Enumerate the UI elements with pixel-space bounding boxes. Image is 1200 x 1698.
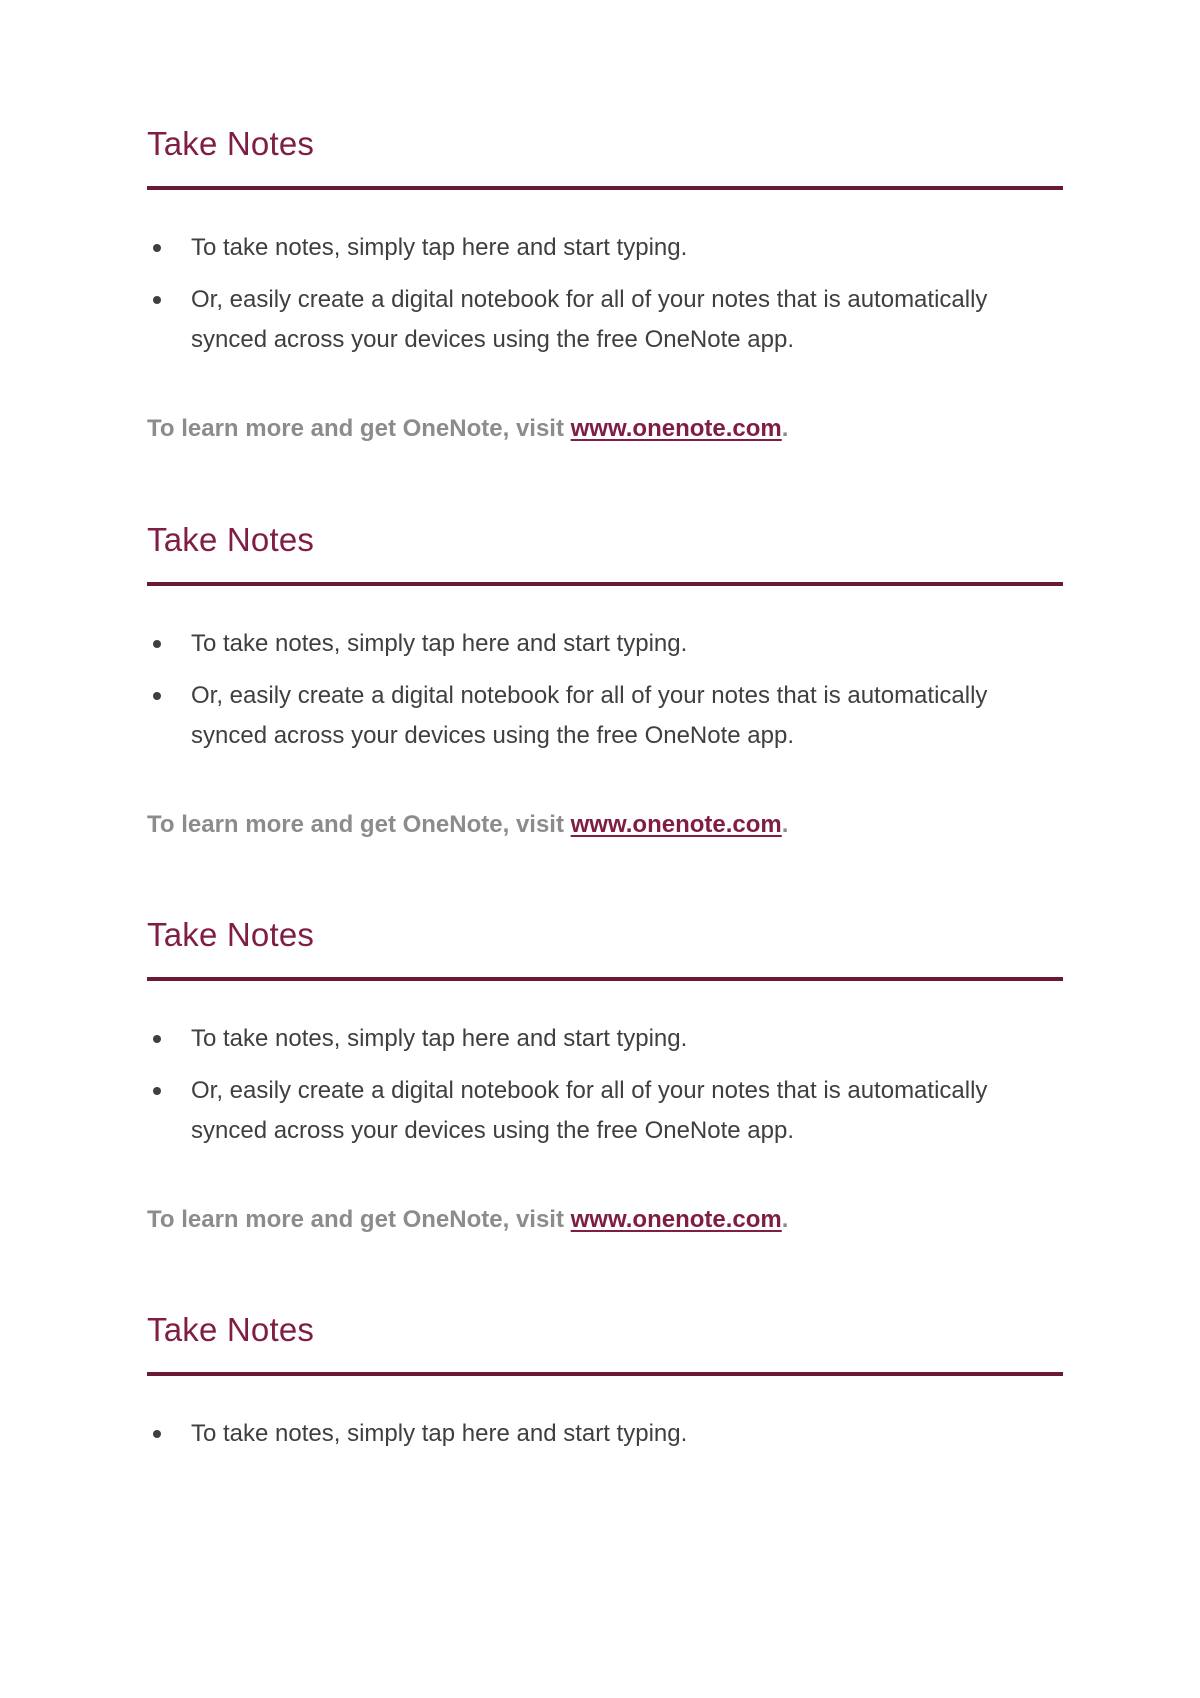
learn-more-text <box>147 1200 788 1240</box>
section-heading: Take Notes <box>147 1311 315 1348</box>
list-item-text: Or, easily create a digital notebook for all of your notes that is automatically synced across your devices using the free OneNote app. <box>191 1077 988 1144</box>
bullet-icon <box>153 692 161 700</box>
bullet-icon <box>153 1087 161 1095</box>
list-item-text: To take notes, simply tap here and start typing. <box>191 234 688 261</box>
list-item-text: Or, easily create a digital notebook for all of your notes that is automatically synced across your devices using the free OneNote app. <box>191 286 988 353</box>
list-item-text: To take notes, simply tap here and start typing. <box>191 1420 688 1447</box>
learn-more-prefix: To learn more and get OneNote, visit <box>147 811 571 838</box>
bullet-list <box>147 624 1063 768</box>
onenote-link[interactable]: www.onenote.com <box>570 415 782 442</box>
learn-more-suffix: . <box>781 415 789 442</box>
list-item-text: Or, easily create a digital notebook for all of your notes that is automatically synced across your devices using the free OneNote app. <box>191 682 988 749</box>
list-item[interactable] <box>147 1019 1063 1059</box>
list-item[interactable] <box>147 1414 1063 1454</box>
onenote-link[interactable]: www.onenote.com <box>570 1206 782 1233</box>
bullet-icon <box>153 640 161 648</box>
bullet-list <box>147 228 1063 372</box>
list-item-text: To take notes, simply tap here and start typing. <box>191 630 688 657</box>
learn-more-suffix: . <box>781 811 789 838</box>
bullet-icon <box>153 244 161 252</box>
learn-more-prefix: To learn more and get OneNote, visit <box>147 415 571 442</box>
heading-rule <box>147 977 1063 981</box>
onenote-link[interactable]: www.onenote.com <box>570 811 782 838</box>
learn-more-text <box>147 409 788 449</box>
list-item-text: To take notes, simply tap here and start typing. <box>191 1025 688 1052</box>
learn-more-text <box>147 805 788 845</box>
section-heading: Take Notes <box>147 125 315 162</box>
bullet-icon <box>153 1430 161 1438</box>
section-heading: Take Notes <box>147 521 315 558</box>
heading-rule <box>147 1372 1063 1376</box>
list-item[interactable] <box>147 676 1063 756</box>
learn-more-prefix: To learn more and get OneNote, visit <box>147 1206 571 1233</box>
learn-more-suffix: . <box>781 1206 789 1233</box>
list-item[interactable] <box>147 280 1063 360</box>
list-item[interactable] <box>147 624 1063 664</box>
bullet-icon <box>153 1035 161 1043</box>
heading-rule <box>147 186 1063 190</box>
bullet-list <box>147 1414 1063 1466</box>
list-item[interactable] <box>147 228 1063 268</box>
heading-rule <box>147 582 1063 586</box>
bullet-icon <box>153 296 161 304</box>
list-item[interactable] <box>147 1071 1063 1151</box>
section-heading: Take Notes <box>147 916 315 953</box>
bullet-list <box>147 1019 1063 1163</box>
